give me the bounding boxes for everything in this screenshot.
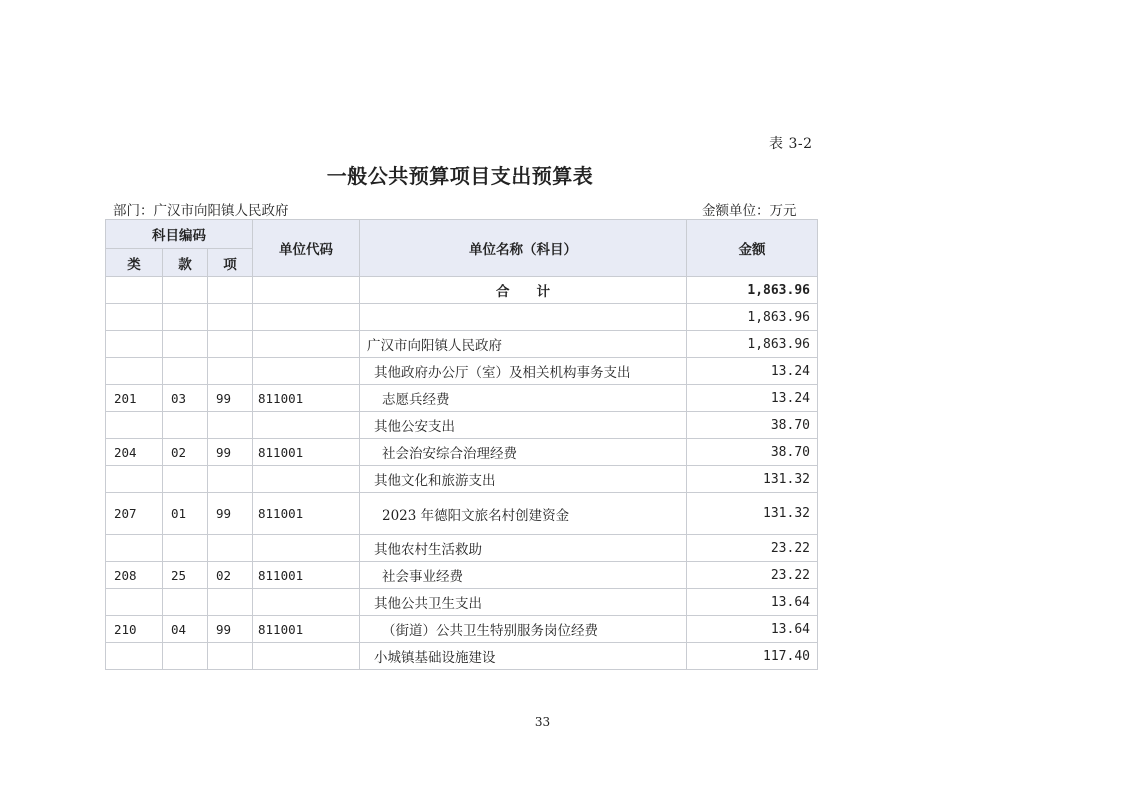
unit-name-cell: 志愿兵经费 (360, 385, 687, 412)
table-number: 表 3-2 (769, 136, 813, 152)
table-row (106, 589, 818, 616)
unit-code-cell (253, 331, 360, 358)
unit-name-cell: 广汉市向阳镇人民政府 (360, 331, 687, 358)
xiang-cell (208, 358, 253, 385)
xiang-header: 项 (208, 249, 253, 277)
unit-code-header: 单位代码 (253, 220, 360, 277)
kuan-cell (163, 304, 208, 331)
kuan-cell: 02 (163, 439, 208, 466)
unit-code-cell (253, 466, 360, 493)
xiang-cell (208, 412, 253, 439)
lei-cell: 204 (106, 439, 163, 466)
amount-cell: 38.70 (687, 439, 818, 466)
table-row (106, 439, 818, 466)
amount-cell: 13.24 (687, 385, 818, 412)
kuan-cell: 03 (163, 385, 208, 412)
department-label: 部门：广汉市向阳镇人民政府 (113, 203, 289, 219)
table-row (106, 412, 818, 439)
amount-cell: 131.32 (687, 466, 818, 493)
table-row (106, 358, 818, 385)
lei-header: 类 (106, 249, 163, 277)
kuan-cell (163, 358, 208, 385)
unit-code-cell (253, 589, 360, 616)
amount-cell: 131.32 (687, 493, 818, 535)
unit-code-cell: 811001 (253, 562, 360, 589)
xiang-cell (208, 535, 253, 562)
table-row (106, 304, 818, 331)
unit-name-cell: 其他公安支出 (360, 412, 687, 439)
unit-code-cell (253, 277, 360, 304)
table-row (106, 331, 818, 358)
unit-name-cell: 小城镇基础设施建设 (360, 643, 687, 670)
lei-cell (106, 589, 163, 616)
xiang-cell (208, 277, 253, 304)
lei-cell (106, 358, 163, 385)
unit-name-cell: 其他政府办公厅（室）及相关机构事务支出 (360, 358, 687, 385)
unit-code-cell (253, 304, 360, 331)
amount-cell: 13.64 (687, 616, 818, 643)
unit-name-cell: 其他公共卫生支出 (360, 589, 687, 616)
kuan-cell: 04 (163, 616, 208, 643)
unit-name-cell: 合 计 (360, 277, 687, 304)
lei-cell: 201 (106, 385, 163, 412)
lei-cell: 207 (106, 493, 163, 535)
lei-cell (106, 412, 163, 439)
xiang-cell: 99 (208, 616, 253, 643)
unit-name-cell: 其他文化和旅游支出 (360, 466, 687, 493)
unit-name-header: 单位名称（科目） (360, 220, 687, 277)
unit-name-cell: 其他农村生活救助 (360, 535, 687, 562)
unit-code-cell (253, 412, 360, 439)
lei-cell: 210 (106, 616, 163, 643)
table-row (106, 466, 818, 493)
xiang-cell (208, 643, 253, 670)
unit-code-cell (253, 358, 360, 385)
unit-code-cell: 811001 (253, 493, 360, 535)
lei-cell (106, 535, 163, 562)
amount-unit-label: 金额单位：万元 (702, 203, 797, 219)
table-row (106, 493, 818, 535)
amount-cell: 13.64 (687, 589, 818, 616)
page-title: 一般公共预算项目支出预算表 (326, 164, 594, 188)
xiang-cell: 02 (208, 562, 253, 589)
table-row (106, 385, 818, 412)
unit-code-cell (253, 643, 360, 670)
budget-table (105, 219, 818, 670)
amount-cell: 1,863.96 (687, 304, 818, 331)
kuan-cell (163, 643, 208, 670)
kuan-cell (163, 412, 208, 439)
table-row (106, 277, 818, 304)
table-row (106, 562, 818, 589)
lei-cell (106, 643, 163, 670)
kuan-cell (163, 331, 208, 358)
amount-cell: 38.70 (687, 412, 818, 439)
kuan-cell: 25 (163, 562, 208, 589)
amount-header: 金额 (687, 220, 818, 277)
page-number: 33 (534, 715, 551, 729)
kuan-cell (163, 466, 208, 493)
table-row (106, 616, 818, 643)
xiang-cell (208, 466, 253, 493)
lei-cell (106, 304, 163, 331)
amount-cell: 117.40 (687, 643, 818, 670)
xiang-cell (208, 589, 253, 616)
kuan-cell (163, 589, 208, 616)
unit-code-cell: 811001 (253, 439, 360, 466)
kuan-cell (163, 535, 208, 562)
xiang-cell: 99 (208, 493, 253, 535)
kuan-cell: 01 (163, 493, 208, 535)
kuan-header: 款 (163, 249, 208, 277)
amount-cell: 13.24 (687, 358, 818, 385)
table-body (106, 277, 818, 670)
lei-cell (106, 277, 163, 304)
unit-name-cell: 社会事业经费 (360, 562, 687, 589)
amount-cell: 23.22 (687, 535, 818, 562)
amount-cell: 1,863.96 (687, 277, 818, 304)
lei-cell (106, 466, 163, 493)
unit-code-cell (253, 535, 360, 562)
unit-name-cell: （街道）公共卫生特别服务岗位经费 (360, 616, 687, 643)
xiang-cell (208, 331, 253, 358)
kuan-cell (163, 277, 208, 304)
unit-name-cell (360, 304, 687, 331)
unit-name-cell: 社会治安综合治理经费 (360, 439, 687, 466)
lei-cell: 208 (106, 562, 163, 589)
xiang-cell: 99 (208, 439, 253, 466)
unit-name-cell: 2023 年德阳文旅名村创建资金 (360, 493, 687, 535)
xiang-cell (208, 304, 253, 331)
table-row (106, 535, 818, 562)
table-row (106, 643, 818, 670)
unit-code-cell: 811001 (253, 616, 360, 643)
xiang-cell: 99 (208, 385, 253, 412)
unit-code-cell: 811001 (253, 385, 360, 412)
amount-cell: 23.22 (687, 562, 818, 589)
lei-cell (106, 331, 163, 358)
amount-cell: 1,863.96 (687, 331, 818, 358)
subject-code-header: 科目编码 (106, 220, 253, 249)
